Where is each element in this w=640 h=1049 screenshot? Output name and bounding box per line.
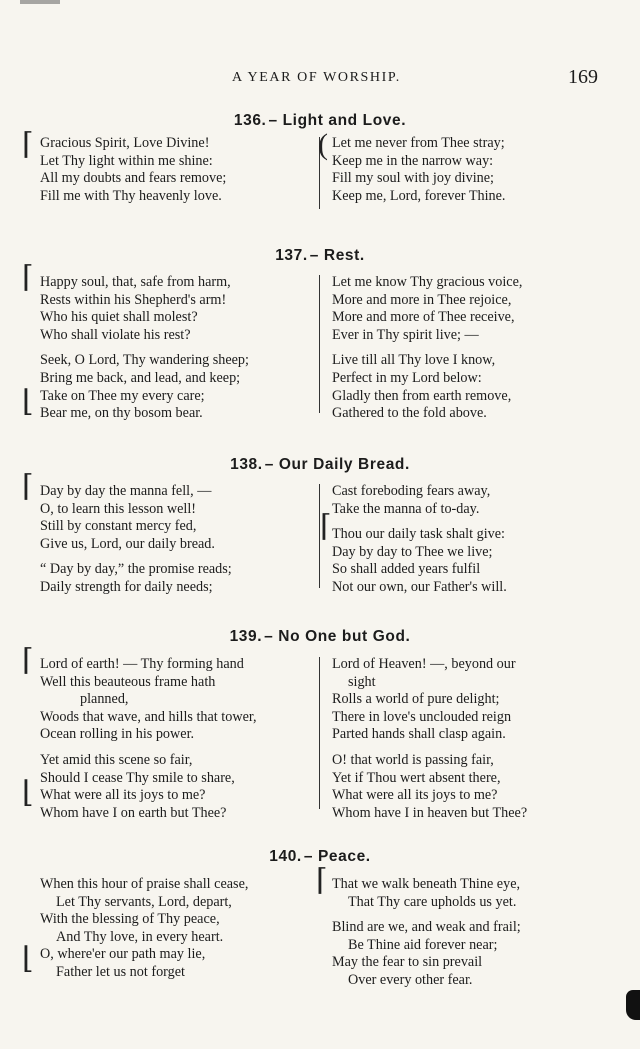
running-head [0, 68, 640, 90]
verse-line: Whom have I in heaven but Thee? [332, 804, 528, 821]
column-divider [319, 275, 320, 413]
hymn-title-text: Light and Love. [282, 112, 407, 129]
column-divider [319, 657, 320, 809]
hymn-number: 139. [229, 628, 263, 645]
verse-line: Bear me, on thy bosom bear. [40, 405, 203, 422]
left-column [40, 876, 248, 982]
page-edge-mark [0, 0, 640, 4]
verse-line: What were all its joys to me? [332, 787, 498, 804]
verse-line: Fill my soul with joy divine; [332, 170, 494, 187]
verse-line: Who his quiet shall molest? [40, 309, 198, 326]
verse-line: Thou our daily task shalt give: [332, 526, 505, 543]
left-column [40, 274, 249, 423]
verse-line: All my doubts and fears remove; [40, 170, 227, 187]
verse-line: When this hour of praise shall cease, [40, 876, 249, 892]
verse-line: More and more of Thee receive, [332, 309, 515, 326]
verse-bracket: ⌈ [316, 864, 328, 897]
verse-line: Take on Thee my every care; [40, 387, 205, 404]
hymn-title-text: Peace. [317, 848, 371, 865]
right-column [332, 656, 527, 822]
verse-line: Live till all Thy love I know, [332, 352, 496, 369]
page-number: 169 [568, 66, 598, 88]
verse-line: Daily strength for daily needs; [40, 578, 213, 595]
verse-bracket: ( [318, 128, 328, 161]
hymn-title-text: No One but God. [278, 628, 411, 645]
ink-blot [626, 990, 640, 1020]
verse-line: Seek, O Lord, Thy wandering sheep; [40, 352, 249, 369]
hymn-number: 138. [230, 456, 263, 473]
verse-line: Take the manna of to-day. [332, 500, 480, 517]
verse-bracket: ⌊ [22, 385, 34, 418]
verse-line: Over every other fear. [348, 971, 473, 988]
verse-line: Blind are we, and weak and frail; [332, 919, 521, 936]
stanza-gap [40, 744, 257, 752]
verse-line: Still by constant mercy fed, [40, 518, 197, 535]
verse-bracket: ⌈ [22, 470, 34, 503]
verse-line: Ocean rolling in his power. [40, 726, 195, 743]
verse-line: Keep me, Lord, forever Thine. [332, 187, 506, 204]
stanza-gap [40, 344, 249, 352]
stanza-gap [332, 911, 521, 919]
verse-line: Let Thy light within me shine: [40, 152, 213, 169]
verse-bracket: ⌈ [22, 128, 34, 161]
verse-line: Who shall violate his rest? [40, 326, 191, 343]
verse-line: Ever in Thy spirit live; — [332, 326, 479, 343]
verse-line: Parted hands shall clasp again. [332, 726, 506, 743]
hymn-title: 139. – No One but God. [229, 628, 411, 645]
verse-line: And Thy love, in every heart. [56, 928, 224, 945]
hymn-title: 138. – Our Daily Bread. [230, 456, 410, 473]
verse-line: Perfect in my Lord below: [332, 369, 482, 386]
verse-line: Yet amid this scene so fair, [40, 751, 193, 768]
right-column [332, 274, 522, 423]
verse-bracket: ⌊ [22, 776, 34, 809]
left-column [40, 483, 232, 597]
verse-bracket: ⌈ [22, 261, 34, 294]
right-column [332, 876, 521, 990]
stanza-gap [332, 344, 522, 352]
verse-bracket: ⌊ [22, 942, 34, 975]
verse-line: Happy soul, that, safe from harm, [40, 274, 231, 290]
verse-line: Gracious Spirit, Love Divine! [40, 135, 210, 151]
verse-line: planned, [80, 691, 129, 708]
verse-bracket: ⌈ [22, 644, 34, 677]
verse-bracket: ⌈ [320, 510, 332, 543]
left-column [40, 135, 226, 205]
hymn-title: 136. – Light and Love. [233, 112, 407, 129]
verse-line: There in love's unclouded reign [332, 708, 512, 725]
verse-line: Day by day the manna fell, — [40, 483, 212, 499]
verse-line: Let me know Thy gracious voice, [332, 274, 523, 290]
verse-line: Well this beauteous frame hath [40, 673, 216, 690]
right-column [332, 483, 507, 597]
verse-line: Keep me in the narrow way: [332, 152, 494, 169]
left-column [40, 656, 257, 822]
verse-line: That Thy care upholds us yet. [348, 893, 517, 910]
verse-line: May the fear to sin prevail [332, 954, 483, 971]
verse-line: Be Thine aid forever near; [348, 936, 498, 953]
verse-line: Cast foreboding fears away, [332, 483, 491, 499]
verse-line: More and more in Thee rejoice, [332, 291, 512, 308]
verse-line: Let me never from Thee stray; [332, 135, 505, 151]
stanza-gap [332, 518, 507, 526]
verse-line: Gathered to the fold above. [332, 405, 487, 422]
verse-line: Rests within his Shepherd's arm! [40, 291, 227, 308]
verse-line: Whom have I on earth but Thee? [40, 804, 227, 821]
verse-line: Fill me with Thy heavenly love. [40, 187, 222, 204]
verse-line: With the blessing of Thy peace, [40, 911, 220, 928]
running-title: A YEAR OF WORSHIP. [232, 70, 401, 85]
verse-line: Not our own, our Father's will. [332, 578, 507, 595]
verse-line: sight [348, 673, 376, 690]
hymn-number: 136. [233, 112, 267, 129]
verse-line: Should I cease Thy smile to share, [40, 769, 235, 786]
verse-line: Rolls a world of pure delight; [332, 691, 500, 708]
stanza-gap [40, 553, 232, 561]
verse-line: O, to learn this lesson well! [40, 500, 197, 517]
verse-line: Yet if Thou wert absent there, [332, 769, 501, 786]
verse-line: O, where'er our path may lie, [40, 946, 206, 963]
hymn-title-text: Our Daily Bread. [278, 456, 410, 473]
verse-line: Lord of Heaven! —, beyond our [332, 656, 516, 672]
verse-line: Woods that wave, and hills that tower, [40, 708, 257, 725]
hymn-title: 137. – Rest. [275, 247, 365, 264]
verse-line: Father let us not forget [56, 963, 185, 980]
verse-line: So shall added years fulfil [332, 561, 481, 578]
verse-line: Lord of earth! — Thy forming hand [40, 656, 244, 672]
verse-line: That we walk beneath Thine eye, [332, 876, 521, 892]
hymn-number: 137. [275, 247, 308, 264]
right-column [332, 135, 505, 205]
verse-line: Let Thy servants, Lord, depart, [56, 893, 232, 910]
verse-line: Gladly then from earth remove, [332, 387, 512, 404]
verse-line: Bring me back, and lead, and keep; [40, 369, 241, 386]
verse-line: O! that world is passing fair, [332, 751, 494, 768]
verse-line: Give us, Lord, our daily bread. [40, 535, 215, 552]
verse-line: What were all its joys to me? [40, 787, 206, 804]
hymn-number: 140. [269, 848, 302, 865]
hymn-title-text: Rest. [323, 247, 365, 264]
hymn-title: 140. – Peace. [269, 848, 371, 865]
verse-line: Day by day to Thee we live; [332, 543, 493, 560]
verse-line: “ Day by day,” the promise reads; [40, 561, 232, 578]
stanza-gap [332, 744, 527, 752]
